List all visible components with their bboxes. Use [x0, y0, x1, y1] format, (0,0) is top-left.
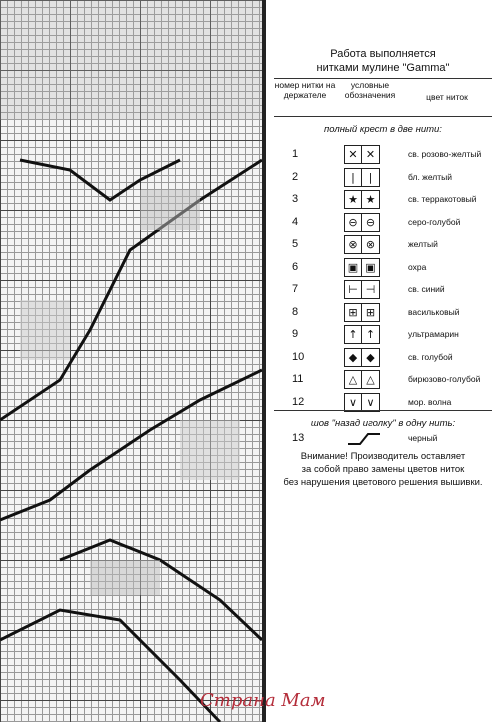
thread-number: 10: [292, 350, 305, 363]
pattern-outline: [0, 610, 220, 722]
thread-number: 12: [292, 395, 305, 408]
symbol-glyph: ▣: [365, 260, 376, 274]
symbol-swatch-icon: [344, 370, 380, 389]
thread-number: 9: [292, 328, 299, 340]
note-line1: Внимание! Производитель оставляет: [300, 451, 466, 462]
backstitch-row: [266, 428, 500, 450]
thread-color-name: серо-голубой: [408, 216, 461, 227]
legend-panel: [266, 0, 500, 722]
thread-number: 7: [292, 283, 299, 295]
symbol-swatch-icon: [344, 280, 380, 299]
symbol-swatch-icon: [344, 325, 380, 344]
symbol-swatch-icon: [344, 258, 380, 277]
symbol-glyph: ∨: [366, 395, 375, 409]
symbol-glyph: △: [345, 371, 362, 388]
thread-number: 6: [292, 260, 299, 273]
symbol-swatch-icon: [344, 303, 380, 322]
legend-title-line1: Работа выполняется: [330, 48, 436, 60]
symbol-glyph: ↑: [365, 328, 376, 341]
symbol-swatch-icon: [344, 145, 380, 164]
pattern-block: [90, 560, 160, 595]
thread-row: [266, 369, 500, 391]
header-symbols: условные обозначения: [344, 80, 396, 100]
note-line3: без нарушения цветового решения вышивки.: [283, 477, 483, 488]
symbol-glyph: ⊞: [345, 304, 362, 321]
thread-color-name: св. розово-желтый: [408, 149, 482, 159]
thread-number: 1: [292, 148, 299, 160]
symbol-glyph: ✕: [345, 146, 362, 163]
symbol-glyph: ⊖: [365, 215, 376, 229]
symbol-swatch-icon: [344, 393, 380, 412]
symbol-swatch-icon: [344, 213, 380, 232]
symbol-swatch-icon: [344, 190, 380, 209]
pattern-block: [0, 0, 262, 120]
thread-number: 5: [292, 238, 299, 250]
watermark: Страна Мам: [200, 690, 326, 711]
symbol-glyph: ★: [365, 193, 376, 206]
section-full-cross: полный крест в две нити:: [324, 124, 442, 135]
thread-color-name: бирюзово-голубой: [408, 374, 481, 384]
thread-color-name: мор. волна: [408, 396, 452, 407]
thread-color-name: охра: [408, 261, 427, 272]
thread-row: [266, 144, 500, 166]
thread-color-name: желтый: [408, 239, 438, 249]
header-color: цвет ниток: [426, 92, 468, 102]
symbol-glyph: ⊞: [365, 305, 376, 319]
thread-number: 3: [292, 193, 299, 205]
section-backstitch: шов "назад иголку" в одну нить:: [310, 418, 456, 429]
thread-number: 2: [292, 170, 299, 183]
thread-color-name: ультрамарин: [408, 329, 459, 339]
symbol-glyph: ⊗: [345, 236, 362, 253]
symbol-glyph: ◆: [345, 349, 362, 366]
thread-color-name: васильковый: [408, 306, 460, 317]
divider-line: [274, 116, 492, 117]
symbol-glyph: |: [345, 169, 362, 186]
thread-row: [266, 257, 500, 279]
backstitch-icon: [346, 432, 382, 446]
pattern-block: [140, 190, 200, 230]
thread-row: [266, 347, 500, 369]
symbol-glyph: △: [366, 373, 375, 386]
thread-color-name: св. голубой: [408, 351, 453, 362]
thread-row: [266, 324, 500, 346]
thread-number: 8: [292, 305, 299, 318]
symbol-glyph: ★: [345, 191, 362, 208]
thread-number: 13: [292, 432, 305, 444]
symbol-swatch-icon: [344, 235, 380, 254]
thread-row: [266, 167, 500, 189]
legend-title-line2: нитками мулине "Gamma": [316, 62, 450, 74]
thread-color-name: бл. желтый: [408, 171, 453, 182]
thread-color-name: св. терракотовый: [408, 194, 477, 204]
thread-color-name: черный: [408, 433, 438, 443]
thread-row: [266, 279, 500, 301]
symbol-swatch-icon: [344, 168, 380, 187]
symbol-glyph: ↑: [345, 326, 362, 343]
thread-row: [266, 212, 500, 234]
symbol-glyph: ▣: [345, 259, 362, 276]
divider-line: [274, 78, 492, 79]
header-number: номер нитки на держателе: [274, 80, 336, 100]
symbol-glyph: ◆: [366, 350, 375, 364]
symbol-glyph: ⊖: [345, 214, 362, 231]
symbol-glyph: ✕: [365, 148, 376, 161]
thread-color-name: св. синий: [408, 284, 445, 294]
pattern-block: [20, 300, 70, 360]
thread-row: [266, 302, 500, 324]
divider-line: [274, 410, 492, 411]
symbol-glyph: ⊢: [345, 281, 362, 298]
symbol-glyph: ∨: [345, 394, 362, 411]
pattern-block: [180, 420, 240, 480]
symbol-glyph: ⊣: [365, 283, 376, 296]
thread-row: [266, 234, 500, 256]
thread-number: 11: [292, 373, 304, 385]
thread-row: [266, 189, 500, 211]
symbol-swatch-icon: [344, 348, 380, 367]
thread-number: 4: [292, 215, 299, 228]
symbol-glyph: |: [368, 170, 373, 184]
symbol-glyph: ⊗: [365, 238, 376, 251]
note-line2: за собой право замены цветов ниток: [301, 464, 465, 475]
pattern-outline: [0, 160, 262, 420]
